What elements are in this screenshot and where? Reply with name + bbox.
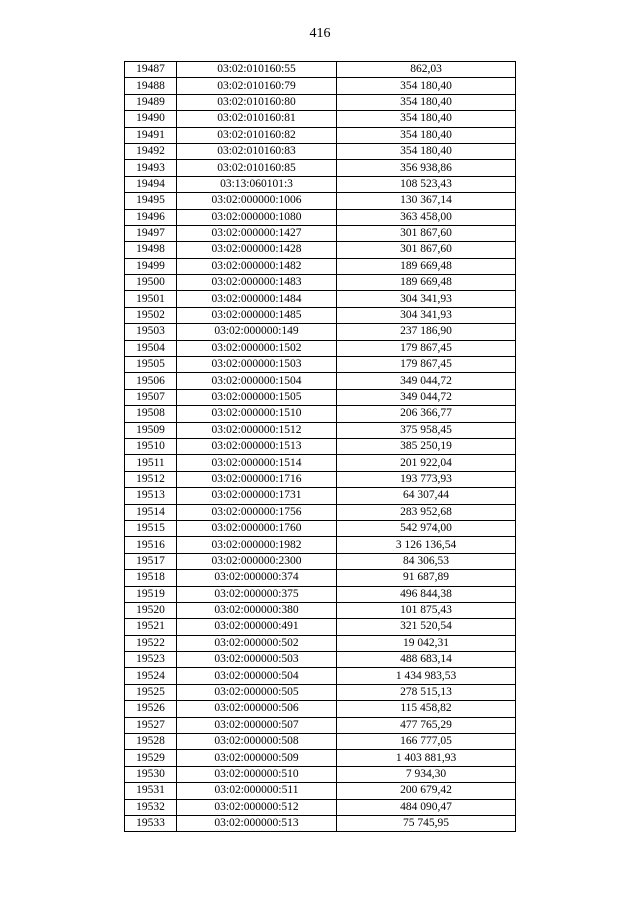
- row-number-cell: 19522: [125, 635, 177, 651]
- cadastral-value-cell: 64 307,44: [337, 488, 516, 504]
- cadastral-number-cell: 03:02:000000:1756: [177, 504, 337, 520]
- cadastral-number-cell: 03:02:000000:1427: [177, 225, 337, 241]
- row-number-cell: 19500: [125, 275, 177, 291]
- cadastral-number-cell: 03:02:000000:149: [177, 324, 337, 340]
- cadastral-number-cell: 03:02:000000:1514: [177, 455, 337, 471]
- row-number-cell: 19510: [125, 438, 177, 454]
- cadastral-number-cell: 03:02:000000:512: [177, 799, 337, 815]
- table-row: [125, 275, 516, 291]
- table-row: [125, 340, 516, 356]
- cadastral-value-cell: 349 044,72: [337, 373, 516, 389]
- row-number-cell: 19524: [125, 668, 177, 684]
- row-number-cell: 19531: [125, 783, 177, 799]
- table-row: [125, 258, 516, 274]
- cadastral-number-cell: 03:02:000000:502: [177, 635, 337, 651]
- row-number-cell: 19501: [125, 291, 177, 307]
- cadastral-value-cell: 166 777,05: [337, 734, 516, 750]
- cadastral-value-cell: 1 403 881,93: [337, 750, 516, 766]
- table-row: [125, 783, 516, 799]
- row-number-cell: 19528: [125, 734, 177, 750]
- cadastral-number-cell: 03:02:000000:508: [177, 734, 337, 750]
- cadastral-number-cell: 03:02:000000:374: [177, 570, 337, 586]
- cadastral-value-cell: 488 683,14: [337, 652, 516, 668]
- cadastral-number-cell: 03:02:000000:504: [177, 668, 337, 684]
- cadastral-value-cell: 301 867,60: [337, 242, 516, 258]
- cadastral-value-cell: 385 250,19: [337, 438, 516, 454]
- cadastral-value-cell: 321 520,54: [337, 619, 516, 635]
- table-row: [125, 619, 516, 635]
- cadastral-number-cell: 03:02:000000:491: [177, 619, 337, 635]
- row-number-cell: 19517: [125, 553, 177, 569]
- cadastral-number-cell: 03:13:060101:3: [177, 176, 337, 192]
- cadastral-number-cell: 03:02:000000:1982: [177, 537, 337, 553]
- cadastral-number-cell: 03:02:000000:2300: [177, 553, 337, 569]
- cadastral-number-cell: 03:02:000000:1512: [177, 422, 337, 438]
- row-number-cell: 19499: [125, 258, 177, 274]
- cadastral-value-cell: 484 090,47: [337, 799, 516, 815]
- cadastral-value-cell: 189 669,48: [337, 275, 516, 291]
- cadastral-value-cell: 477 765,29: [337, 717, 516, 733]
- cadastral-number-cell: 03:02:000000:511: [177, 783, 337, 799]
- cadastral-value-cell: 193 773,93: [337, 471, 516, 487]
- cadastral-value-cell: 363 458,00: [337, 209, 516, 225]
- table-row: [125, 750, 516, 766]
- table-row: [125, 553, 516, 569]
- table-row: [125, 635, 516, 651]
- table-row: [125, 701, 516, 717]
- cadastral-number-cell: 03:02:000000:380: [177, 602, 337, 618]
- row-number-cell: 19516: [125, 537, 177, 553]
- cadastral-number-cell: 03:02:000000:1483: [177, 275, 337, 291]
- row-number-cell: 19525: [125, 684, 177, 700]
- table-row: [125, 734, 516, 750]
- cadastral-number-cell: 03:02:000000:1485: [177, 307, 337, 323]
- cadastral-value-cell: 108 523,43: [337, 176, 516, 192]
- table-row: [125, 815, 516, 831]
- row-number-cell: 19509: [125, 422, 177, 438]
- table-row: [125, 455, 516, 471]
- row-number-cell: 19512: [125, 471, 177, 487]
- row-number-cell: 19514: [125, 504, 177, 520]
- table-row: [125, 520, 516, 536]
- cadastral-number-cell: 03:02:000000:1505: [177, 389, 337, 405]
- cadastral-number-cell: 03:02:000000:505: [177, 684, 337, 700]
- cadastral-value-cell: 354 180,40: [337, 78, 516, 94]
- cadastral-value-cell: 189 669,48: [337, 258, 516, 274]
- table-row: [125, 62, 516, 78]
- row-number-cell: 19491: [125, 127, 177, 143]
- row-number-cell: 19519: [125, 586, 177, 602]
- cadastral-value-table: [124, 61, 516, 832]
- cadastral-number-cell: 03:02:010160:81: [177, 111, 337, 127]
- cadastral-value-cell: 200 679,42: [337, 783, 516, 799]
- cadastral-value-cell: 349 044,72: [337, 389, 516, 405]
- table-row: [125, 94, 516, 110]
- table-row: [125, 488, 516, 504]
- table-row: [125, 471, 516, 487]
- cadastral-value-cell: 115 458,82: [337, 701, 516, 717]
- table-row: [125, 78, 516, 94]
- table-row: [125, 602, 516, 618]
- row-number-cell: 19505: [125, 357, 177, 373]
- cadastral-number-cell: 03:02:000000:375: [177, 586, 337, 602]
- cadastral-number-cell: 03:02:000000:1482: [177, 258, 337, 274]
- cadastral-number-cell: 03:02:000000:1760: [177, 520, 337, 536]
- row-number-cell: 19504: [125, 340, 177, 356]
- cadastral-number-cell: 03:02:000000:1510: [177, 406, 337, 422]
- table-row: [125, 537, 516, 553]
- table-row: [125, 291, 516, 307]
- table-row: [125, 373, 516, 389]
- row-number-cell: 19493: [125, 160, 177, 176]
- row-number-cell: 19513: [125, 488, 177, 504]
- row-number-cell: 19506: [125, 373, 177, 389]
- cadastral-value-cell: 278 515,13: [337, 684, 516, 700]
- row-number-cell: 19526: [125, 701, 177, 717]
- table-row: [125, 717, 516, 733]
- row-number-cell: 19502: [125, 307, 177, 323]
- table-row: [125, 160, 516, 176]
- cadastral-number-cell: 03:02:010160:79: [177, 78, 337, 94]
- cadastral-number-cell: 03:02:000000:1716: [177, 471, 337, 487]
- cadastral-value-cell: 101 875,43: [337, 602, 516, 618]
- table-row: [125, 127, 516, 143]
- cadastral-number-cell: 03:02:000000:1513: [177, 438, 337, 454]
- cadastral-value-cell: 19 042,31: [337, 635, 516, 651]
- cadastral-value-cell: 75 745,95: [337, 815, 516, 831]
- table-row: [125, 586, 516, 602]
- row-number-cell: 19511: [125, 455, 177, 471]
- cadastral-value-cell: 237 186,90: [337, 324, 516, 340]
- cadastral-number-cell: 03:02:000000:507: [177, 717, 337, 733]
- cadastral-value-cell: 130 367,14: [337, 193, 516, 209]
- table-row: [125, 422, 516, 438]
- table-row: [125, 652, 516, 668]
- row-number-cell: 19530: [125, 766, 177, 782]
- cadastral-number-cell: 03:02:000000:1006: [177, 193, 337, 209]
- cadastral-number-cell: 03:02:000000:1731: [177, 488, 337, 504]
- row-number-cell: 19489: [125, 94, 177, 110]
- cadastral-value-cell: 3 126 136,54: [337, 537, 516, 553]
- table-row: [125, 209, 516, 225]
- table-row: [125, 143, 516, 159]
- cadastral-number-cell: 03:02:000000:1484: [177, 291, 337, 307]
- cadastral-value-cell: 283 952,68: [337, 504, 516, 520]
- cadastral-value-cell: 206 366,77: [337, 406, 516, 422]
- table-row: [125, 570, 516, 586]
- row-number-cell: 19497: [125, 225, 177, 241]
- table-row: [125, 357, 516, 373]
- cadastral-number-cell: 03:02:010160:80: [177, 94, 337, 110]
- cadastral-value-cell: 862,03: [337, 62, 516, 78]
- row-number-cell: 19515: [125, 520, 177, 536]
- cadastral-number-cell: 03:02:000000:506: [177, 701, 337, 717]
- row-number-cell: 19523: [125, 652, 177, 668]
- cadastral-number-cell: 03:02:000000:1428: [177, 242, 337, 258]
- cadastral-value-cell: 354 180,40: [337, 94, 516, 110]
- cadastral-value-cell: 179 867,45: [337, 357, 516, 373]
- row-number-cell: 19492: [125, 143, 177, 159]
- cadastral-number-cell: 03:02:000000:1080: [177, 209, 337, 225]
- table-row: [125, 766, 516, 782]
- cadastral-number-cell: 03:02:000000:503: [177, 652, 337, 668]
- row-number-cell: 19532: [125, 799, 177, 815]
- table-row: [125, 684, 516, 700]
- row-number-cell: 19529: [125, 750, 177, 766]
- table-row: [125, 193, 516, 209]
- table-row: [125, 504, 516, 520]
- row-number-cell: 19508: [125, 406, 177, 422]
- table-row: [125, 438, 516, 454]
- row-number-cell: 19507: [125, 389, 177, 405]
- table-row: [125, 324, 516, 340]
- cadastral-value-cell: 304 341,93: [337, 291, 516, 307]
- table-row: [125, 242, 516, 258]
- row-number-cell: 19503: [125, 324, 177, 340]
- table-body: [125, 62, 516, 832]
- cadastral-value-cell: 304 341,93: [337, 307, 516, 323]
- cadastral-number-cell: 03:02:000000:1504: [177, 373, 337, 389]
- row-number-cell: 19495: [125, 193, 177, 209]
- cadastral-number-cell: 03:02:000000:509: [177, 750, 337, 766]
- row-number-cell: 19496: [125, 209, 177, 225]
- cadastral-value-cell: 375 958,45: [337, 422, 516, 438]
- table-row: [125, 176, 516, 192]
- cadastral-value-cell: 354 180,40: [337, 111, 516, 127]
- row-number-cell: 19488: [125, 78, 177, 94]
- row-number-cell: 19527: [125, 717, 177, 733]
- cadastral-number-cell: 03:02:000000:1503: [177, 357, 337, 373]
- table-row: [125, 307, 516, 323]
- cadastral-value-cell: 496 844,38: [337, 586, 516, 602]
- row-number-cell: 19490: [125, 111, 177, 127]
- row-number-cell: 19521: [125, 619, 177, 635]
- row-number-cell: 19518: [125, 570, 177, 586]
- cadastral-value-cell: 354 180,40: [337, 127, 516, 143]
- cadastral-number-cell: 03:02:010160:55: [177, 62, 337, 78]
- page-number: 416: [309, 26, 331, 41]
- cadastral-value-cell: 91 687,89: [337, 570, 516, 586]
- row-number-cell: 19487: [125, 62, 177, 78]
- row-number-cell: 19520: [125, 602, 177, 618]
- cadastral-value-cell: 301 867,60: [337, 225, 516, 241]
- table-row: [125, 406, 516, 422]
- table-row: [125, 799, 516, 815]
- cadastral-value-cell: 179 867,45: [337, 340, 516, 356]
- cadastral-value-cell: 201 922,04: [337, 455, 516, 471]
- cadastral-number-cell: 03:02:010160:85: [177, 160, 337, 176]
- table-row: [125, 111, 516, 127]
- cadastral-number-cell: 03:02:000000:513: [177, 815, 337, 831]
- cadastral-number-cell: 03:02:000000:510: [177, 766, 337, 782]
- cadastral-value-cell: 7 934,30: [337, 766, 516, 782]
- row-number-cell: 19498: [125, 242, 177, 258]
- cadastral-number-cell: 03:02:010160:83: [177, 143, 337, 159]
- table-row: [125, 389, 516, 405]
- cadastral-number-cell: 03:02:000000:1502: [177, 340, 337, 356]
- cadastral-value-cell: 354 180,40: [337, 143, 516, 159]
- row-number-cell: 19494: [125, 176, 177, 192]
- cadastral-value-cell: 84 306,53: [337, 553, 516, 569]
- cadastral-value-cell: 542 974,00: [337, 520, 516, 536]
- cadastral-value-cell: 1 434 983,53: [337, 668, 516, 684]
- table-row: [125, 668, 516, 684]
- cadastral-value-cell: 356 938,86: [337, 160, 516, 176]
- cadastral-number-cell: 03:02:010160:82: [177, 127, 337, 143]
- row-number-cell: 19533: [125, 815, 177, 831]
- table-row: [125, 225, 516, 241]
